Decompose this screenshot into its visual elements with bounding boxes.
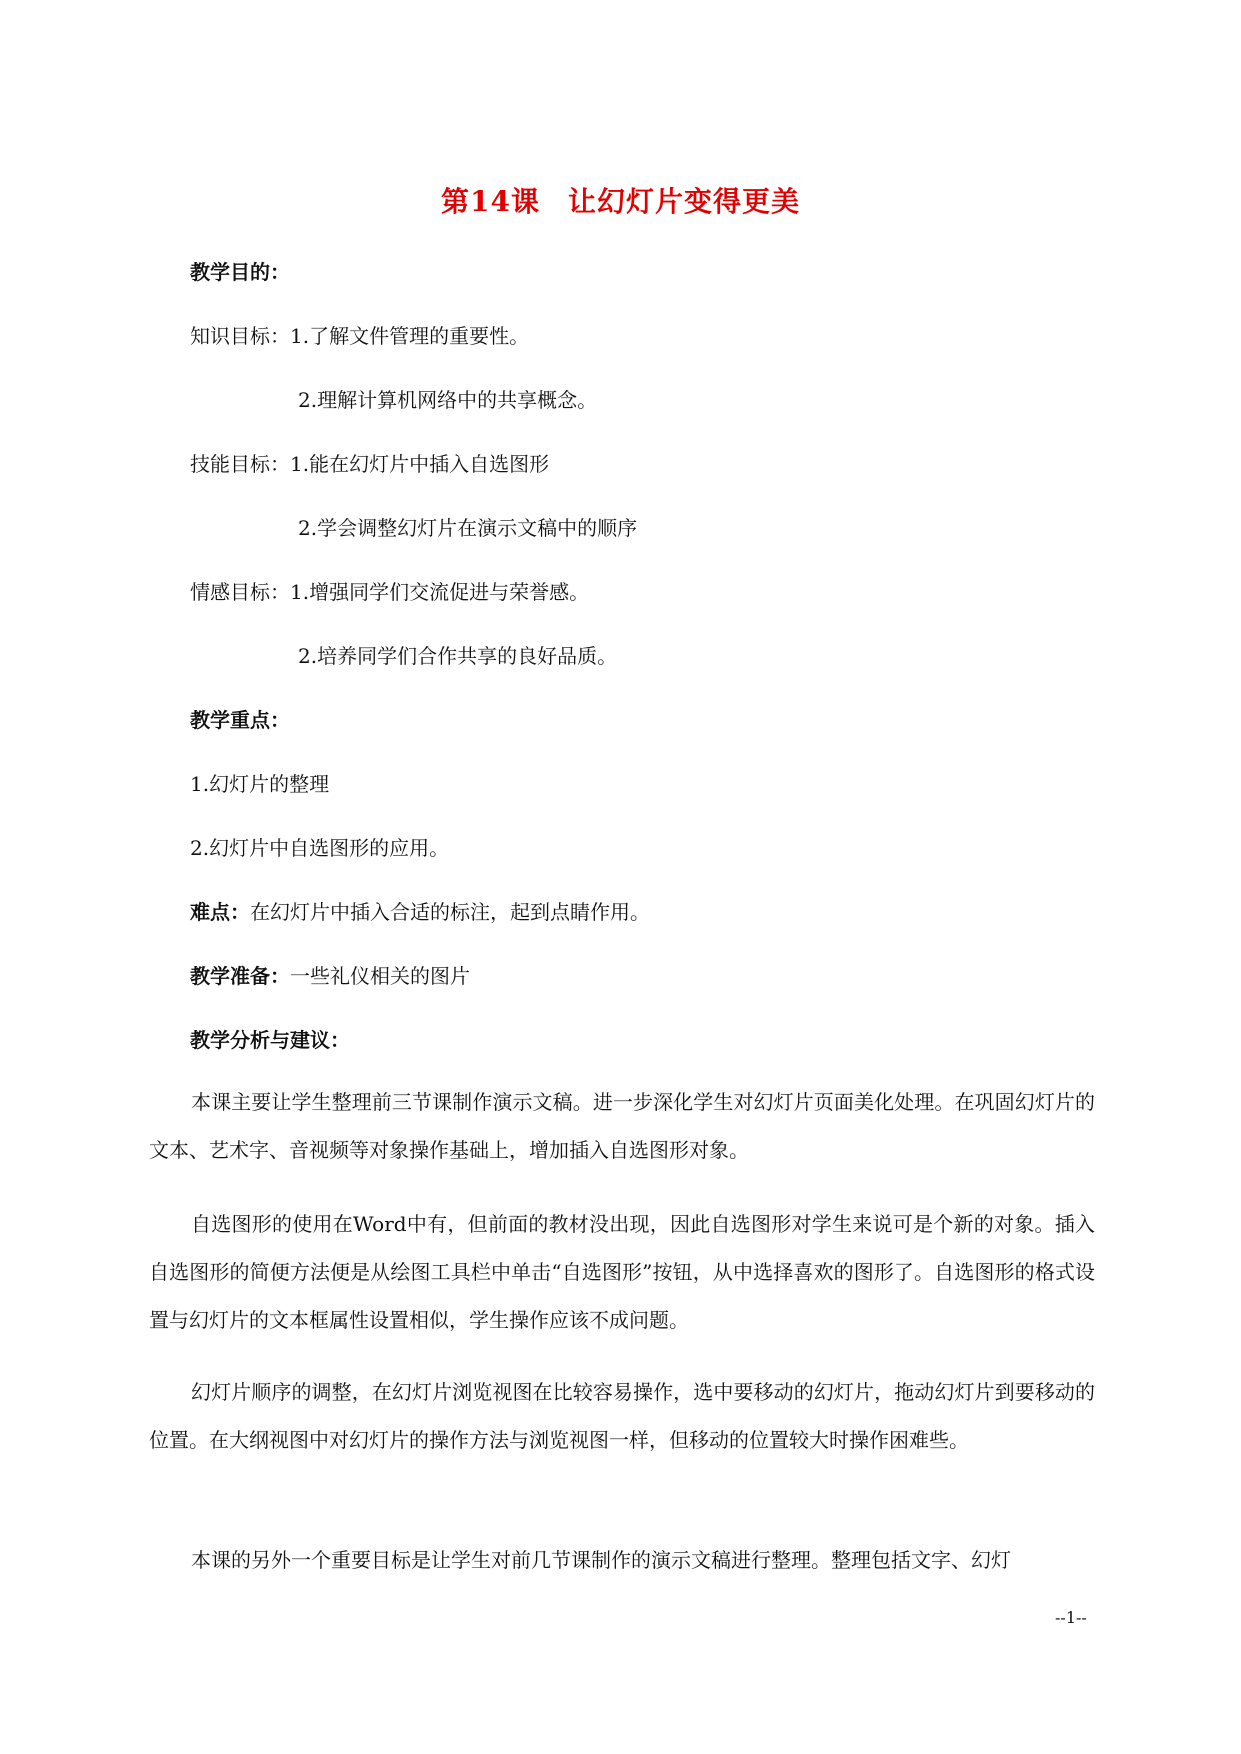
key-points-heading: 教学重点：	[190, 708, 290, 732]
analysis-paragraph-1: 本课主要让学生整理前三节课制作演示文稿。进一步深化学生对幻灯片页面美化处理。在巩固幻灯片的文本、艺术字、音视频等对象操作基础上，增加插入自选图形对象。	[149, 1090, 1095, 1162]
analysis-heading: 教学分析与建议：	[190, 1028, 350, 1052]
skill-objective	[190, 450, 549, 478]
emotion-label: 情感目标：	[190, 580, 290, 604]
lesson-number: 第14课	[441, 185, 540, 218]
difficulty-text: 在幻灯片中插入合适的标注，起到点睛作用。	[250, 900, 650, 924]
page-number: --1--	[1055, 1608, 1087, 1627]
knowledge-item-1: 1.了解文件管理的重要性。	[290, 324, 530, 348]
knowledge-objective	[190, 322, 529, 350]
skill-item-1: 1.能在幻灯片中插入自选图形	[290, 452, 550, 476]
emotion-item-2: 2.培养同学们合作共享的良好品质。	[298, 644, 618, 668]
key-point-2: 2.幻灯片中自选图形的应用。	[190, 836, 450, 860]
analysis-paragraph-4: 本课的另外一个重要目标是让学生对前几节课制作的演示文稿进行整理。整理包括文字、幻灯	[191, 1548, 1011, 1572]
skill-label: 技能目标：	[190, 452, 290, 476]
difficulty	[190, 898, 650, 926]
page-title	[0, 180, 1241, 220]
skill-item-2: 2.学会调整幻灯片在演示文稿中的顺序	[298, 516, 638, 540]
knowledge-item-2: 2.理解计算机网络中的共享概念。	[298, 388, 598, 412]
preparation-label: 教学准备：	[190, 964, 290, 988]
knowledge-label: 知识目标：	[190, 324, 290, 348]
preparation	[190, 962, 470, 990]
difficulty-label: 难点：	[190, 900, 250, 924]
analysis-paragraph-3: 幻灯片顺序的调整，在幻灯片浏览视图在比较容易操作，选中要移动的幻灯片，拖动幻灯片到要移动的位置。在大纲视图中对幻灯片的操作方法与浏览视图一样，但移动的位置较大时操作困难些。	[149, 1380, 1095, 1452]
preparation-text: 一些礼仪相关的图片	[290, 964, 470, 988]
analysis-paragraph-2: 自选图形的使用在Word中有，但前面的教材没出现，因此自选图形对学生来说可是个新的对象。插入自选图形的简便方法便是从绘图工具栏中单击“自选图形”按钮，从中选择喜欢的图形了。自选图形的格式设置与幻灯片的文本框属性设置相似，学生操作应该不成问题。	[149, 1212, 1095, 1332]
emotion-objective	[190, 578, 589, 606]
objectives-heading: 教学目的：	[190, 260, 290, 284]
key-point-1: 1.幻灯片的整理	[190, 772, 330, 796]
lesson-subject: 让幻灯片变得更美	[567, 185, 800, 218]
emotion-item-1: 1.增强同学们交流促进与荣誉感。	[290, 580, 590, 604]
